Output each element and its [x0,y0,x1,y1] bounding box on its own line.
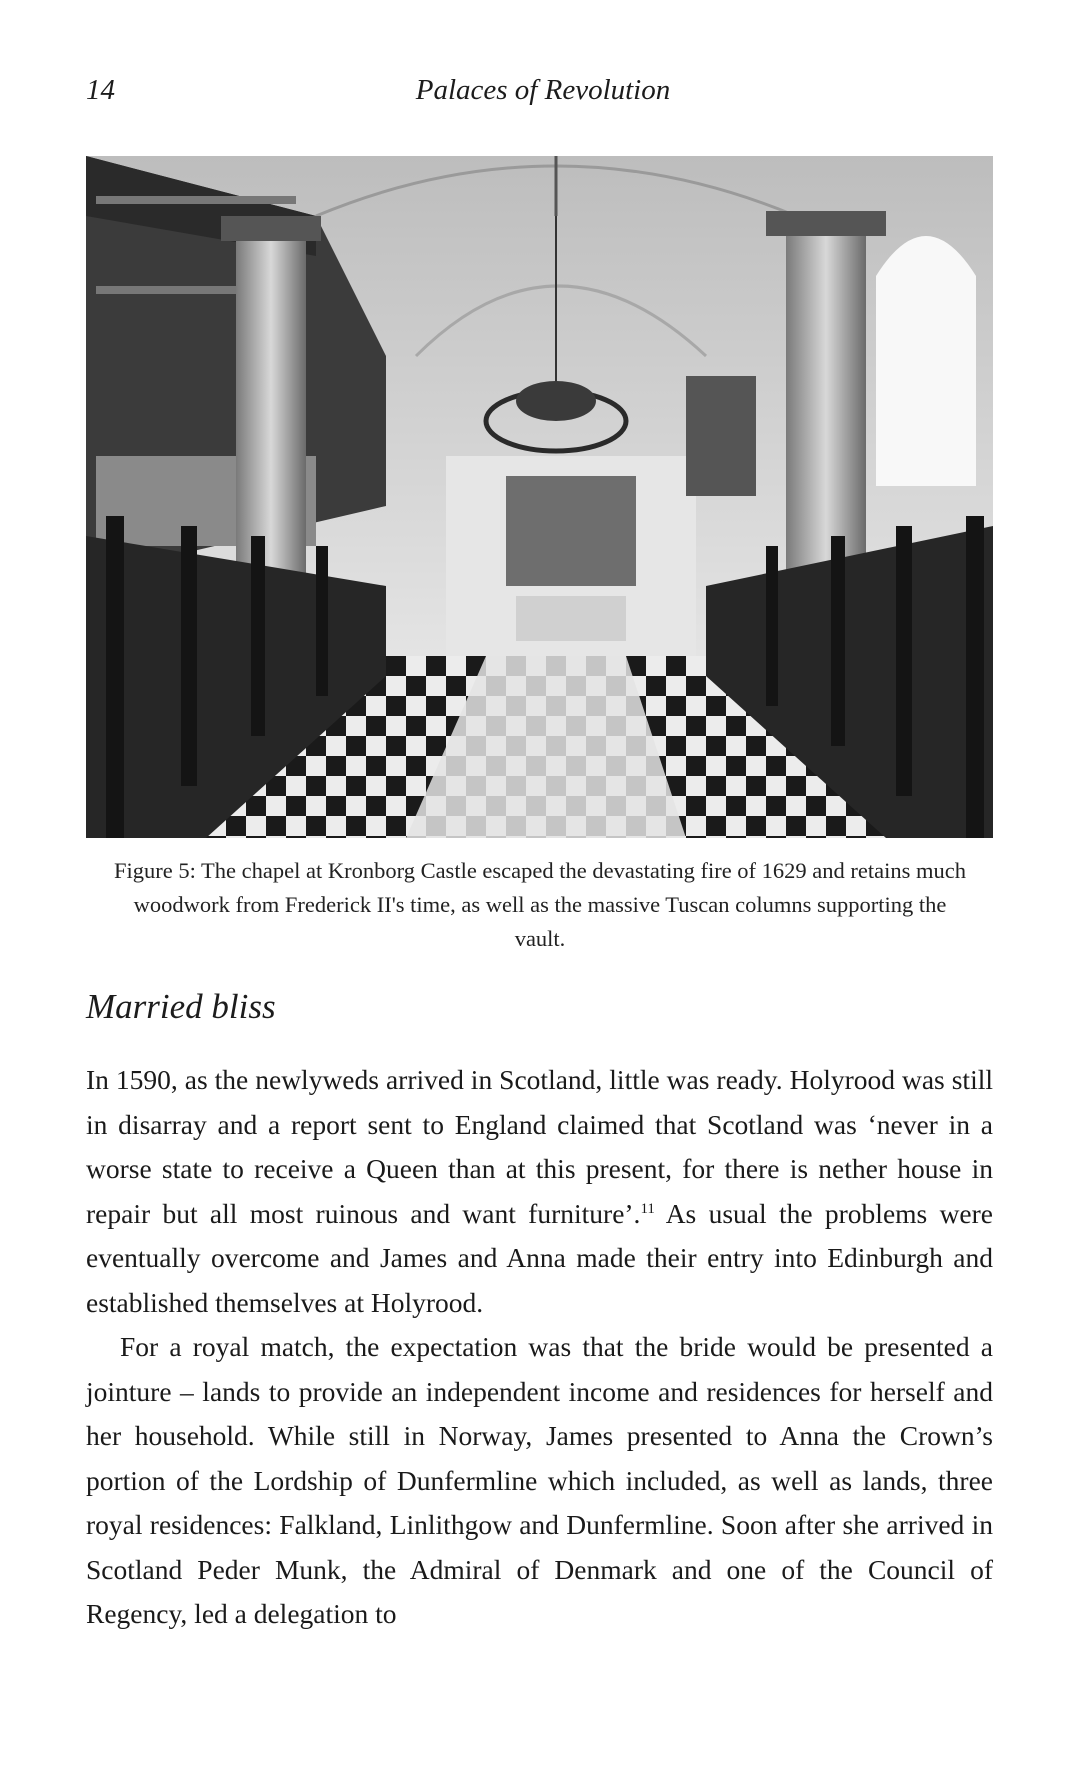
chapel-photograph [86,156,993,838]
paragraph-1 [86,1058,993,1325]
paragraph-1-text: In 1590, as the newlyweds arrived in Scotland, little was ready. Holyrood was still in disarray and a report sent to England claimed that Scotland was ‘never in a worse state to receive a Queen than at this present, for there is nether house in repair but all most ruinous and want furniture’. [86,1064,993,1229]
figure-caption: Figure 5: The chapel at Kronborg Castle escaped the devastating fire of 1629 and retains much woodwork from Frederick II's time, as well as the massive Tuscan columns supporting the vault. [113,858,967,951]
body-text [86,1058,993,1637]
chapel-illustration [86,156,993,838]
section-heading: Married bliss [86,987,276,1026]
paragraph-2: For a royal match, the expectation was that the bride would be presented a jointure – lands to provide an independent income and residences for herself and her household. While still in Norway, James presented to Anna the Crown’s portion of the Lordship of Dunfermline which included, as well as lands, three royal residences: Falkland, Linlithgow and Dunfermline. Soon after she arrived in Scotland Peder Munk, the Admiral of Denmark and one of the Council of Regency, led a delegation to [86,1331,993,1629]
page-number: 14 [86,74,115,106]
running-title: Palaces of Revolution [415,74,671,106]
paragraph-1-continued: As usual the problems were eventually overcome and James and Anna made their entry into Edinburgh and established themselves at Holyrood. [86,1197,993,1318]
running-header [86,74,1000,114]
footnote-marker[interactable]: 11 [640,1200,655,1217]
